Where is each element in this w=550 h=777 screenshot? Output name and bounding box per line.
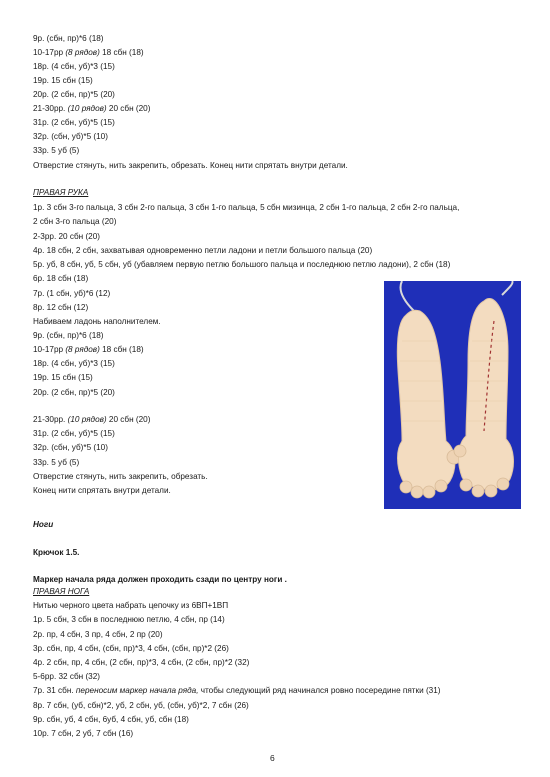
section-heading [33,574,287,585]
instruction-line [33,330,104,341]
line-text: 20р. (2 сбн, пр)*5 (20) [33,388,115,397]
line-text: 20 сбн (20) [106,415,151,424]
line-text: 7р. (1 сбн, уб)*6 (12) [33,289,111,298]
section-heading [33,519,53,530]
line-text: 31р. (2 сбн, уб)*5 (15) [33,429,115,438]
page-number: 6 [270,753,275,763]
line-text: 10р. 7 сбн, 2 уб, 7 сбн (16) [33,729,134,738]
line-text: ПРАВАЯ РУКА [33,188,89,197]
line-text: 7р. 31 сбн. [33,686,76,695]
instruction-line [33,245,372,256]
line-text: 10-17рр [33,48,66,57]
line-text: 1р. 5 сбн, 3 сбн в последнюю петлю, 4 сбн, пр (14) [33,615,225,624]
instruction-line [33,372,93,383]
italic-note: (8 рядов) [65,345,100,354]
line-text: Конец нити спрятать внутри детали. [33,486,171,495]
line-text: 21-30рр. [33,415,68,424]
line-text: 10-17рр [33,345,66,354]
line-text: 6р. 18 сбн (18) [33,274,89,283]
italic-note: (10 рядов) [67,104,107,113]
instruction-line [33,344,144,355]
instruction-line [33,75,93,86]
line-text: 8р. 12 сбн (12) [33,303,89,312]
instruction-line [33,671,100,682]
instruction-line [33,728,133,739]
line-text: ПРАВАЯ НОГА [33,587,90,596]
instruction-line [33,103,150,114]
line-text: 8р. 7 сбн, (уб, сбн)*2, уб, 2 сбн, уб, (сбн, уб)*2, 7 сбн (26) [33,701,249,710]
line-text: Набиваем ладонь наполнителем. [33,317,161,326]
line-text: 2 сбн 3-го пальца (20) [33,217,117,226]
instruction-line [33,259,450,270]
line-text: 19р. 15 сбн (15) [33,76,93,85]
line-text: 21-30рр. [33,104,68,113]
instruction-line [33,471,208,482]
line-text: 3р. сбн, пр, 4 сбн, (сбн, пр)*3, 4 сбн, (сбн, пр)*2 (26) [33,644,229,653]
line-text: Крючок 1.5. [33,548,80,557]
italic-note: переносим маркер начала ряда, [75,686,199,695]
instruction-line [33,302,88,313]
line-text: 9р. сбн, уб, 4 сбн, 6уб, 4 сбн, уб, сбн (18) [33,715,189,724]
instruction-line [33,202,459,213]
line-text: 18р. (4 сбн, уб)*3 (15) [33,62,115,71]
instruction-line [33,47,144,58]
line-text: Отверстие стянуть, нить закрепить, обрезать. Конец нити спрятать внутри детали. [33,161,348,170]
line-text: 31р. (2 сбн, уб)*5 (15) [33,118,115,127]
line-text: Ноги [33,520,54,529]
instruction-line [33,685,441,696]
line-text: 33р. 5 уб (5) [33,146,80,155]
instruction-line [33,288,110,299]
line-text: 18р. (4 сбн, уб)*3 (15) [33,359,115,368]
instruction-line [33,614,225,625]
line-text: 18 сбн (18) [99,345,144,354]
instruction-line [33,387,115,398]
instruction-line [33,316,161,327]
line-text: 9р. (сбн, пр)*6 (18) [33,34,104,43]
line-text: 4р. 2 сбн, пр, 4 сбн, (2 сбн, пр)*3, 4 сбн, (2 сбн, пр)*2 (32) [33,658,250,667]
line-text: 4р. 18 сбн, 2 сбн, захватывая одновременно петли ладони и петли большого пальца (20) [33,246,373,255]
line-text: Отверстие стянуть, нить закрепить, обрезать. [33,472,208,481]
line-text: 2-3рр. 20 сбн (20) [33,232,101,241]
instruction-line [33,643,229,654]
instruction-line [33,457,79,468]
line-text: 5р. уб, 8 сбн, уб, 5 сбн, уб (убавляем первую петлю большого пальца и последнюю петлю ладони), 2 сбн (18) [33,260,451,269]
italic-note: (10 рядов) [67,415,107,424]
line-text: 32р. (сбн, уб)*5 (10) [33,132,108,141]
instruction-line [33,714,189,725]
instruction-line [33,485,171,496]
line-text: Нитью черного цвета набрать цепочку из 6ВП+1ВП [33,601,229,610]
instruction-line [33,145,79,156]
line-text: 32р. (сбн, уб)*5 (10) [33,443,108,452]
instruction-line [33,442,108,453]
instruction-line [33,414,150,425]
instruction-line [33,216,116,227]
line-text: 18 сбн (18) [99,48,144,57]
line-text: 20р. (2 сбн, пр)*5 (20) [33,90,115,99]
line-text: 1р. 3 сбн 3-го пальца, 3 сбн 2-го пальца, 3 сбн 1-го пальца, 5 сбн мизинца, 2 сбн 1-го пальца, 2 сбн 2-го пальца, [33,203,460,212]
instruction-line [33,358,115,369]
instruction-line [33,61,115,72]
instruction-line [33,231,100,242]
line-text: 5-6рр. 32 сбн (32) [33,672,101,681]
instruction-line [33,428,115,439]
italic-note: (8 рядов) [65,48,100,57]
instruction-line [33,629,163,640]
line-text: 20 сбн (20) [106,104,151,113]
instruction-line [33,273,88,284]
section-heading [33,547,79,558]
instruction-line [33,657,249,668]
section-heading [33,586,89,597]
crocheted-arms-photo [384,281,521,509]
line-text: чтобы следующий ряд начинался ровно посередине пятки (31) [198,686,441,695]
line-text: Маркер начала ряда должен проходить сзади по центру ноги . [33,575,287,584]
section-heading [33,187,88,198]
instruction-line [33,160,348,171]
instruction-line [33,600,228,611]
instruction-line [33,131,108,142]
line-text: 19р. 15 сбн (15) [33,373,93,382]
instruction-line [33,117,115,128]
line-text: 9р. (сбн, пр)*6 (18) [33,331,104,340]
instruction-line [33,33,104,44]
line-text: 2р. пр, 4 сбн, 3 пр, 4 сбн, 2 пр (20) [33,630,163,639]
instruction-line [33,89,115,100]
line-text: 33р. 5 уб (5) [33,458,80,467]
instruction-line [33,700,249,711]
